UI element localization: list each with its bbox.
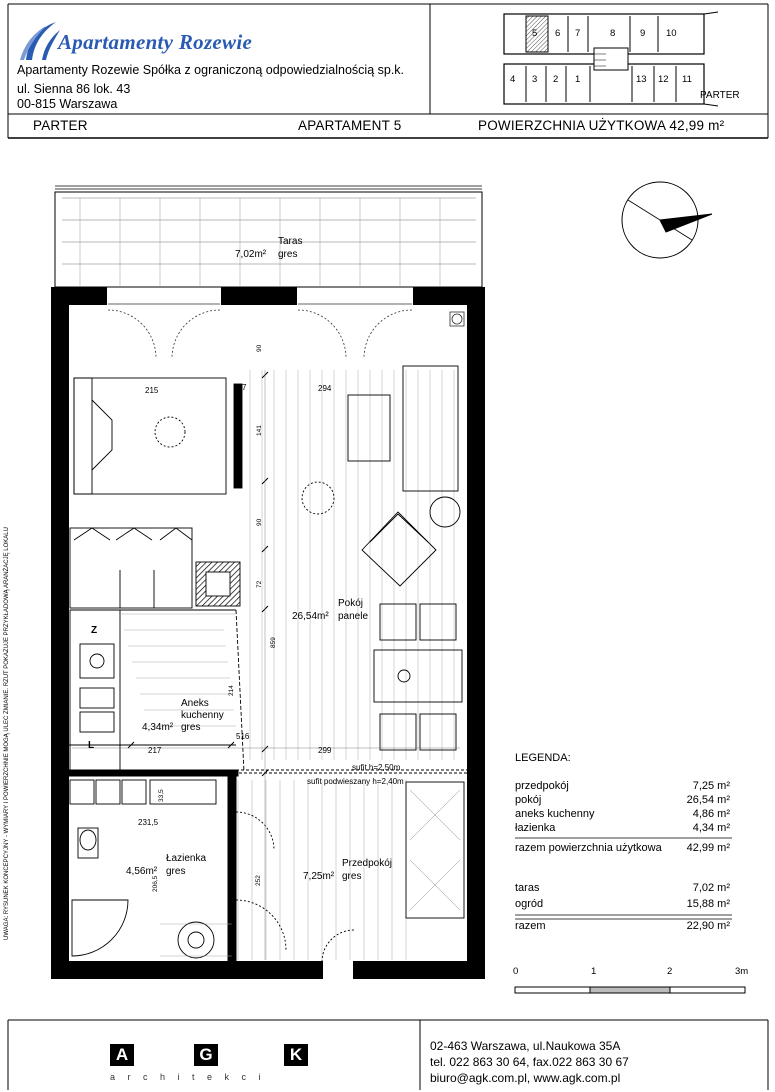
dim-215: 215: [145, 386, 159, 395]
usable-area-title: POWIERZCHNIA UŻYTKOWA 42,99 m²: [478, 118, 725, 133]
company-city: 00-815 Warszawa: [17, 97, 118, 111]
logo-text: Apartamenty Rozewie: [58, 30, 253, 54]
ceiling-height-1: sufit h=2,50m: [352, 763, 401, 772]
floor-title: PARTER: [33, 118, 88, 133]
living-room-finish: panele: [338, 611, 369, 622]
hall-finish: gres: [342, 871, 362, 882]
dim-72: 72: [256, 580, 263, 588]
legend-sum-rule: [515, 915, 735, 923]
legend-total-value: 42,99 m²: [686, 842, 730, 854]
dim-252: 252: [255, 875, 262, 886]
living-room-area: 26,54m²: [292, 611, 329, 622]
legend-total: [515, 842, 730, 856]
scale-label-3m: 3m: [735, 966, 749, 977]
keyplan-unit-5: 5: [532, 28, 538, 39]
dim-516: 516: [236, 732, 250, 741]
legend-row-name: taras: [515, 882, 540, 894]
legend-row-value: 15,88 m²: [686, 898, 730, 910]
fridge-marker: Z: [91, 625, 98, 636]
legend: [515, 752, 730, 942]
legend-row: [515, 822, 730, 836]
scale-label-2: 2: [667, 966, 673, 977]
kitchen-name-1: Aneks: [181, 698, 209, 709]
washer-marker: L: [88, 740, 95, 751]
dim-206-5: 206,5: [152, 875, 159, 892]
legend-row-name: przedpokój: [515, 780, 569, 792]
keyplan-unit-11: 11: [682, 74, 692, 85]
legend-sum-value: 22,90 m²: [686, 920, 730, 932]
footer-phone: tel. 022 863 30 64, fax.022 863 30 67: [430, 1055, 629, 1069]
legend-row-name: aneks kuchenny: [515, 808, 595, 820]
disclaimer: UWAGA: RYSUNEK KONCEPCYJNY - WYMIARY I POWIERZCHNIE MOGĄ ULEC ZMIANIE. RZUT POKAZUJE PRZYKŁADOWĄ ARANŻACJĘ LOKALU: [4, 527, 10, 940]
keyplan-unit-2: 2: [553, 74, 559, 85]
dim-141: 141: [256, 425, 263, 436]
footer-address: 02-463 Warszawa, ul.Naukowa 35A: [430, 1039, 621, 1053]
dim-859: 859: [270, 637, 277, 648]
legend-sum-name: razem: [515, 920, 546, 932]
balcony-doors: [108, 304, 464, 358]
legend-row: [515, 794, 730, 808]
legend-row-value: 4,86 m²: [692, 808, 730, 820]
bathroom-area: 4,56m²: [126, 866, 158, 877]
dim-33-5: 33,5: [158, 789, 165, 802]
footer-contact: biuro@agk.com.pl, www.agk.com.pl: [430, 1071, 621, 1085]
bathroom-name: Łazienka: [166, 853, 207, 864]
apartment-title: APARTAMENT 5: [298, 118, 402, 133]
keyplan-unit-7: 7: [575, 28, 581, 39]
keyplan-unit-9: 9: [640, 28, 646, 39]
legend-row-value: 7,25 m²: [692, 780, 730, 792]
keyplan-unit-10: 10: [666, 28, 677, 39]
kitchen-finish: gres: [181, 722, 201, 733]
company-street: ul. Sienna 86 lok. 43: [17, 82, 131, 96]
keyplan-unit-1: 1: [575, 74, 581, 85]
kitchen-area: 4,34m²: [142, 722, 174, 733]
legend-row-name: pokój: [515, 794, 542, 806]
legend-row-value: 26,54 m²: [686, 794, 730, 806]
terrace-area: 7,02m²: [235, 249, 267, 260]
legend-row-name: łazienka: [515, 822, 556, 834]
scale-label-0: 0: [513, 966, 519, 977]
hall-name: Przedpokój: [342, 858, 393, 869]
dim-90a: 90: [256, 344, 263, 352]
living-room-name: Pokój: [338, 598, 364, 609]
keyplan-unit-13: 13: [636, 74, 647, 85]
keyplan-unit-4: 4: [510, 74, 516, 85]
keyplan-unit-12: 12: [658, 74, 669, 85]
keyplan-unit-6: 6: [555, 28, 561, 39]
terrace: [55, 186, 482, 287]
legend-title: LEGENDA:: [515, 752, 571, 764]
agk-logo: [110, 1044, 310, 1084]
dim-217: 217: [148, 746, 162, 755]
keyplan-floor-label: PARTER: [700, 90, 740, 101]
agk-logo-subtitle: a r c h i t e k c i: [110, 1072, 266, 1082]
legend-row: [515, 808, 730, 822]
dim-294: 294: [318, 384, 332, 393]
bathroom-finish: gres: [166, 866, 186, 877]
legend-row-value: 7,02 m²: [692, 882, 730, 894]
dim-299: 299: [318, 746, 332, 755]
exterior-walls: [52, 288, 484, 978]
terrace-name: Taras: [278, 236, 303, 247]
scale-bar: [515, 987, 745, 993]
scale-label-1: 1: [591, 966, 597, 977]
kitchen-name-2: kuchenny: [181, 710, 224, 721]
agk-logo-g: G: [194, 1044, 218, 1066]
legend-row-value: 4,34 m²: [692, 822, 730, 834]
legend-row: [515, 780, 730, 794]
company-name: Apartamenty Rozewie Spółka z ograniczoną odpowiedzialnością sp.k.: [17, 63, 405, 77]
dim-90b: 90: [256, 518, 263, 526]
legend-row-name: ogród: [515, 898, 544, 910]
dim-231-5: 231,5: [138, 818, 159, 827]
agk-logo-a: A: [110, 1044, 134, 1066]
legend-row: [515, 882, 730, 896]
dim-214: 214: [228, 685, 235, 696]
key-plan: [490, 8, 760, 112]
agk-logo-k: K: [284, 1044, 308, 1066]
legend-total-name: razem powierzchnia użytkowa: [515, 842, 662, 854]
wardrobe: [70, 528, 240, 608]
keyplan-unit-3: 3: [532, 74, 538, 85]
hall-area: 7,25m²: [303, 871, 335, 882]
dim-7: 7: [242, 383, 247, 392]
keyplan-unit-8: 8: [610, 28, 616, 39]
bed: [74, 378, 242, 494]
legend-row: [515, 898, 730, 912]
ceiling-height-2: sufit podwieszany h=2,40m: [307, 777, 404, 786]
terrace-finish: gres: [278, 249, 298, 260]
compass-rose: [622, 182, 712, 258]
